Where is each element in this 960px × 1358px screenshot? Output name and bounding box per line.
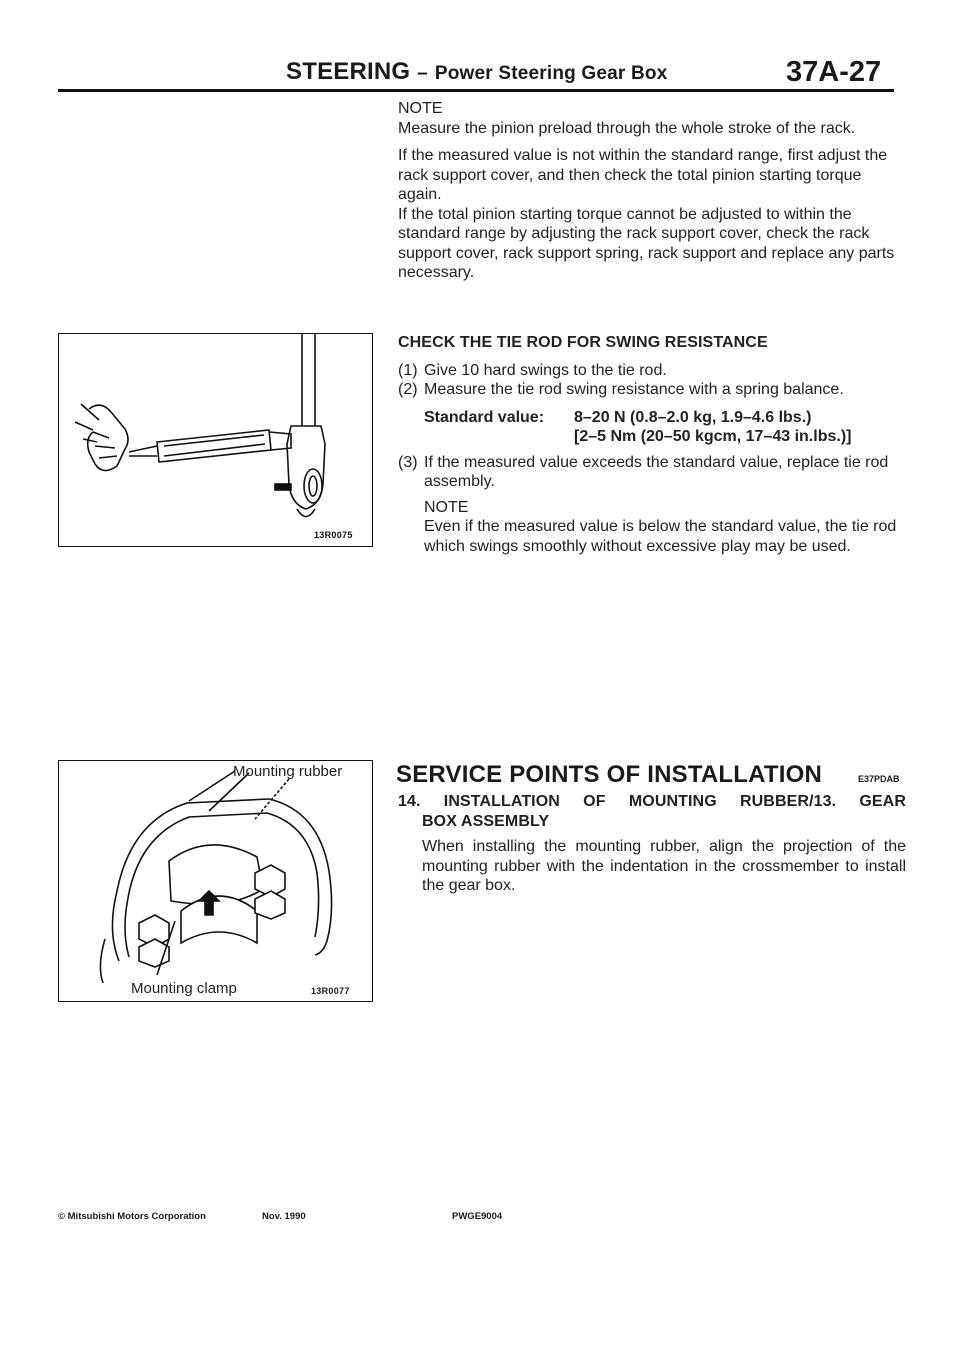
footer-doc-code: PWGE9004: [452, 1211, 503, 1222]
header-rule: [58, 89, 894, 92]
step-number: (1): [398, 361, 418, 379]
step-number: (3): [398, 453, 418, 471]
mounting-rubber-illustration: [59, 761, 372, 1001]
installation-procedure: [398, 792, 906, 896]
figure-mounting-rubber: [58, 760, 373, 1002]
figure-tie-rod-swing: [58, 333, 373, 547]
adjust-paragraph: If the measured value is not within the standard range, first adjust the rack support cover, and then check the total pinion starting torque again.: [398, 147, 888, 203]
replace-paragraph: If the total pinion starting torque cannot be adjusted to within the standard range by adjusting the rack support cover, check the rack support cover, rack support spring, rack support and replace any parts necessary.: [398, 205, 895, 281]
spec-value-torque: [2–5 Nm (20–50 kgcm, 17–43 in.lbs.)]: [574, 428, 852, 445]
spec-value-metric: 8–20 N (0.8–2.0 kg, 1.9–4.6 lbs.): [574, 408, 812, 426]
install-subheading: 14. INSTALLATION OF MOUNTING RUBBER/13. GEAR: [398, 793, 906, 810]
note-label: NOTE: [424, 498, 469, 516]
figure-code: 13R0075: [314, 530, 353, 540]
header-dash: –: [417, 63, 428, 84]
note-label: NOTE: [398, 100, 443, 117]
section-title: Power Steering Gear Box: [434, 63, 668, 84]
label-mounting-rubber: Mounting rubber: [233, 763, 343, 780]
install-subheading-cont: BOX ASSEMBLY: [422, 812, 550, 830]
step-text: Give 10 hard swings to the tie rod.: [424, 361, 667, 379]
step-2: [398, 380, 906, 400]
step-text: If the measured value exceeds the standard value, replace tie rod assembly.: [424, 453, 889, 490]
install-instructions: When installing the mounting rubber, align the projection of the mounting rubber with the indentation in the crossmember to install the gear box.: [422, 838, 906, 894]
tie-rod-note: [398, 498, 906, 557]
note-text: Even if the measured value is below the standard value, the tie rod which swings smoothly without excessive play may be used.: [424, 518, 897, 555]
footer-copyright: © Mitsubishi Motors Corporation: [58, 1211, 206, 1222]
step-number: (2): [398, 381, 418, 398]
tie-rod-check-section: [398, 333, 906, 556]
tie-rod-illustration: [59, 334, 372, 546]
section-code: E37PDAB: [858, 774, 900, 784]
footer-date: Nov. 1990: [262, 1211, 306, 1222]
installation-section-title: SERVICE POINTS OF INSTALLATION: [396, 761, 823, 788]
chapter-title: STEERING: [286, 58, 411, 85]
page-header-title: [286, 58, 668, 86]
figure-code: 13R0077: [311, 986, 350, 996]
standard-value-spec: [398, 408, 906, 447]
label-mounting-clamp: Mounting clamp: [131, 980, 237, 997]
step-3: [398, 453, 906, 492]
step-text: Measure the tie rod swing resistance with a spring balance.: [424, 381, 844, 398]
step-1: [398, 361, 906, 381]
note-text: Measure the pinion preload through the whole stroke of the rack.: [398, 119, 856, 137]
preload-notes: [398, 99, 906, 283]
page-number: 37A-27: [786, 56, 882, 88]
tie-rod-heading: CHECK THE TIE ROD FOR SWING RESISTANCE: [398, 334, 768, 351]
spec-label: Standard value:: [424, 408, 545, 426]
